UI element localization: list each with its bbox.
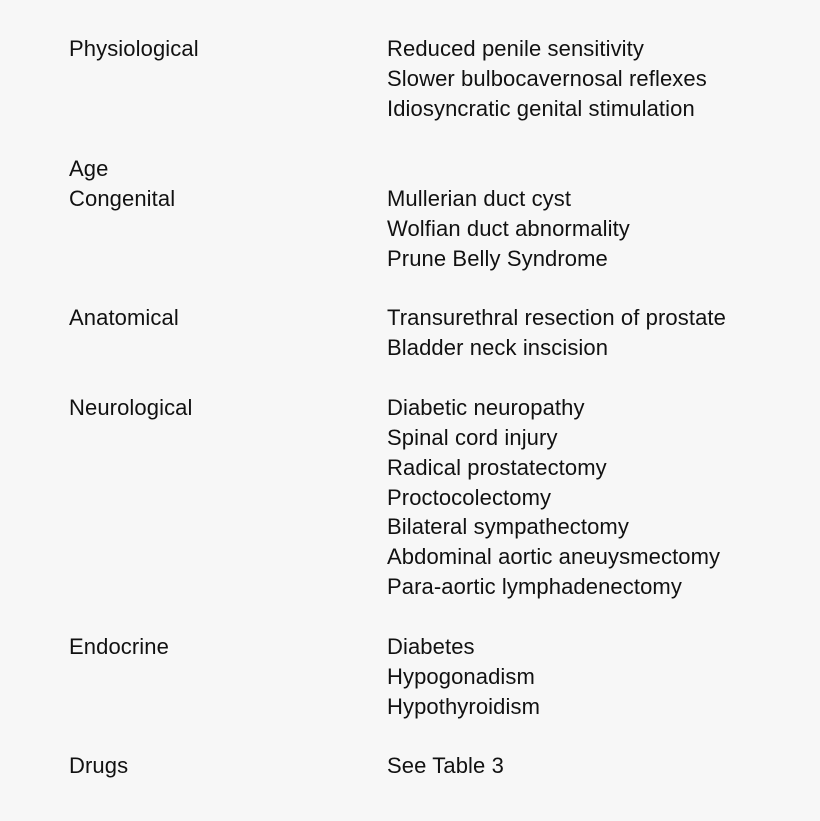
cause-item: Prune Belly Syndrome	[387, 246, 608, 271]
category-label: Endocrine	[69, 634, 169, 659]
cause-item: Transurethral resection of prostate	[387, 305, 726, 330]
cause-item: Mullerian duct cyst	[387, 186, 572, 211]
cause-item: See Table 3	[387, 753, 504, 778]
category-label: Physiological	[69, 36, 199, 61]
cause-item: Slower bulbocavernosal reflexes	[387, 66, 707, 91]
cause-item: Diabetes	[387, 634, 475, 659]
cause-item: Abdominal aortic aneuysmectomy	[387, 544, 721, 569]
cause-item: Diabetic neuropathy	[387, 395, 585, 420]
cause-item: Hypothyroidism	[387, 694, 541, 719]
cause-item: Wolfian duct abnormality	[387, 216, 630, 241]
category-label: Congenital	[69, 186, 176, 211]
category-label: Age	[69, 156, 109, 181]
cause-item: Bilateral sympathectomy	[387, 514, 629, 539]
category-label: Neurological	[69, 395, 193, 420]
category-label: Anatomical	[69, 305, 179, 330]
category-label: Drugs	[69, 753, 129, 778]
cause-item: Bladder neck inscision	[387, 335, 609, 360]
cause-item: Para-aortic lymphadenectomy	[387, 574, 682, 599]
cause-item: Hypogonadism	[387, 664, 535, 689]
cause-item: Radical prostatectomy	[387, 455, 607, 480]
cause-item: Spinal cord injury	[387, 425, 558, 450]
cause-item: Reduced penile sensitivity	[387, 36, 644, 61]
cause-item: Proctocolectomy	[387, 485, 552, 510]
cause-item: Idiosyncratic genital stimulation	[387, 96, 695, 121]
